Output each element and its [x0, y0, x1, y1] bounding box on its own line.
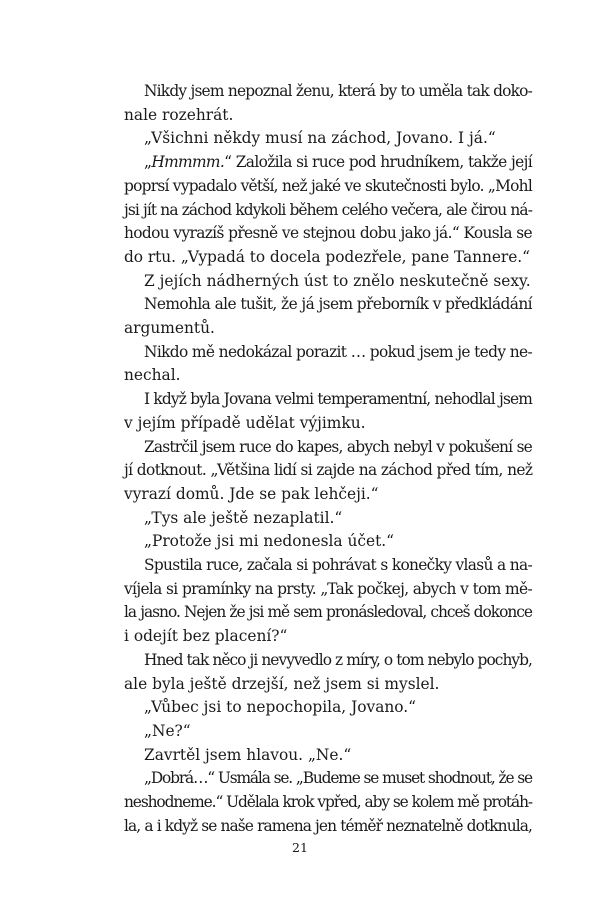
page-number: 21 [292, 840, 308, 855]
text-line: „Protože jsi mi nedonesla účet.“ [144, 532, 395, 551]
text-line: jí dotknout. „Většina lidí si zajde na záchod před tím, než [124, 461, 533, 480]
text-line: „Ne?“ [144, 721, 191, 740]
text-line: v jejím případě udělat výjimku. [124, 413, 366, 432]
paragraph [124, 80, 532, 127]
text-line: neshodneme.“ Udělala krok vpřed, aby se kolem mě protáh- [124, 793, 532, 812]
body-text [124, 80, 532, 839]
text-line: Z jejích nádherných úst to znělo neskutečně sexy. [144, 271, 531, 290]
text-line: Zavrtěl jsem hlavou. „Ne.“ [144, 745, 352, 764]
text-line: víjela si pramínky na prsty. „Tak počkej, abych v tom mě- [124, 579, 532, 598]
paragraph [124, 341, 532, 388]
text-line: ale byla ještě drzejší, než jsem si myslel. [124, 674, 440, 693]
paragraph [124, 151, 532, 270]
text-line: la jasno. Nejen že jsi mě sem pronásledoval, chceš dokonce [124, 603, 532, 622]
text-line: „Dobrá…“ Usmála se. „Budeme se muset shodnout, že se [144, 769, 532, 788]
paragraph [124, 293, 532, 340]
text-line: do rtu. „Vypadá to docela podezřele, pane Tannere.“ [124, 247, 530, 266]
paragraph [124, 554, 532, 649]
text-line: i odejít bez placení?“ [124, 627, 288, 646]
paragraph [124, 767, 532, 838]
paragraph [124, 649, 532, 696]
text-line: „Všichni někdy musí na záchod, Jovano. I já.“ [144, 129, 496, 148]
text-line: vyrazí domů. Jde se pak lehčeji.“ [124, 484, 379, 503]
paragraph [124, 127, 532, 151]
paragraph [124, 507, 532, 531]
text-line: nechal. [124, 366, 181, 385]
text-line: „Vůbec jsi to nepochopila, Jovano.“ [144, 698, 417, 717]
text-line: I když byla Jovana velmi temperamentní, nehodlal jsem [144, 390, 532, 409]
text-line: poprsí vypadalo větší, než jaké ve skutečnosti bylo. „Mohl [124, 176, 532, 195]
text-line: „Tys ale ještě nezaplatil.“ [144, 508, 343, 527]
text-line: nale rozehrát. [124, 105, 234, 124]
text-line: Hned tak něco ji nevyvedlo z míry, o tom nebylo pochyb, [144, 650, 532, 669]
text-line: la, a i když se naše ramena jen téměř neznatelně dotknula, [124, 816, 532, 835]
text-line: Nikdo mě nedokázal porazit … pokud jsem je tedy ne- [144, 342, 532, 361]
text-line: Zastrčil jsem ruce do kapes, abych nebyl v pokušení se [144, 437, 532, 456]
text-line: Spustila ruce, začala si pohrávat s konečky vlasů a na- [144, 556, 532, 575]
text-line: Nikdy jsem nepoznal ženu, která by to uměla tak doko- [144, 82, 532, 100]
text-line: hodou vyrazíš přesně ve stejnou dobu jako já.“ Kousla se [124, 224, 532, 243]
paragraph [124, 744, 532, 768]
paragraph [124, 436, 532, 507]
text-line: Nemohla ale tušit, že já jsem přeborník v předkládání [144, 295, 532, 314]
paragraph [124, 720, 532, 744]
paragraph [124, 530, 532, 554]
text-line: jsi jít na záchod kdykoli během celého večera, ale čirou ná- [124, 200, 532, 219]
paragraph [124, 388, 532, 435]
text-line: „Hmmmm.“ Založila si ruce pod hrudníkem, takže její [144, 153, 532, 172]
paragraph [124, 696, 532, 720]
text-line: argumentů. [124, 319, 215, 338]
paragraph [124, 270, 532, 294]
